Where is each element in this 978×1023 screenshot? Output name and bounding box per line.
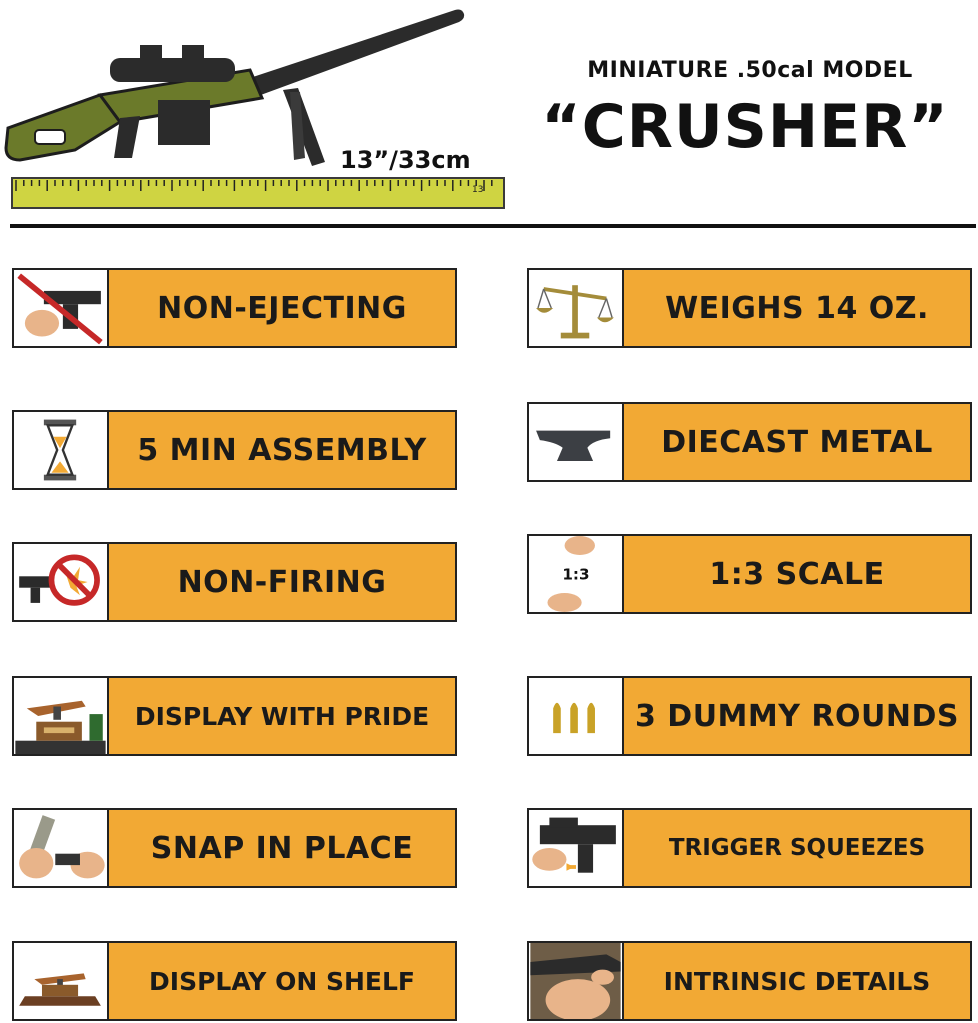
- feature-details: [527, 941, 972, 1021]
- feature-diecast: [527, 402, 972, 482]
- feature-display-pride: [12, 676, 457, 756]
- feature-label: NON-EJECTING: [157, 290, 407, 326]
- bullets-icon: [529, 678, 624, 754]
- product-title: “CRUSHER”: [541, 92, 949, 162]
- feature-non-ejecting: [12, 268, 457, 348]
- display-stand-icon: [14, 678, 109, 754]
- feature-assembly: [12, 410, 457, 490]
- hero-section: [0, 0, 978, 225]
- anvil-icon: [529, 404, 624, 480]
- feature-label: 1:3 SCALE: [709, 556, 885, 592]
- feature-label: SNAP IN PLACE: [150, 830, 414, 866]
- dimension-label: 13”/33cm: [340, 146, 471, 174]
- hourglass-icon: [14, 412, 109, 488]
- rifle-illustration: [0, 0, 520, 215]
- feature-label: NON-FIRING: [177, 564, 387, 600]
- feature-weight: [527, 268, 972, 348]
- feature-label: 3 DUMMY ROUNDS: [634, 698, 960, 734]
- feature-non-firing: [12, 542, 457, 622]
- scale-balance-icon: [529, 270, 624, 346]
- feature-label: DIECAST METAL: [661, 424, 933, 460]
- feature-label: DISPLAY WITH PRIDE: [134, 701, 430, 731]
- trigger-icon: [529, 810, 624, 886]
- no-eject-icon: [14, 270, 109, 346]
- ruler-mark: 13: [472, 185, 484, 195]
- feature-label: DISPLAY ON SHELF: [149, 966, 415, 996]
- feature-scale: [527, 534, 972, 614]
- feature-label: TRIGGER SQUEEZES: [668, 835, 926, 861]
- feature-rounds: [527, 676, 972, 756]
- no-fire-icon: [14, 544, 109, 620]
- feature-label: 5 MIN ASSEMBLY: [137, 432, 427, 468]
- pinch-scale-icon: [529, 536, 624, 612]
- hands-assembly-icon: [14, 810, 109, 886]
- feature-shelf: [12, 941, 457, 1021]
- shelf-icon: [14, 943, 109, 1019]
- product-subtitle: MINIATURE .50cal MODEL: [587, 58, 913, 83]
- scale-icon-text: 1:3: [562, 565, 590, 584]
- header-divider: [10, 224, 976, 228]
- details-hand-icon: [529, 943, 624, 1019]
- feature-snap: [12, 808, 457, 888]
- feature-label: WEIGHS 14 OZ.: [665, 290, 929, 326]
- feature-trigger: [527, 808, 972, 888]
- feature-label: INTRINSIC DETAILS: [663, 966, 931, 996]
